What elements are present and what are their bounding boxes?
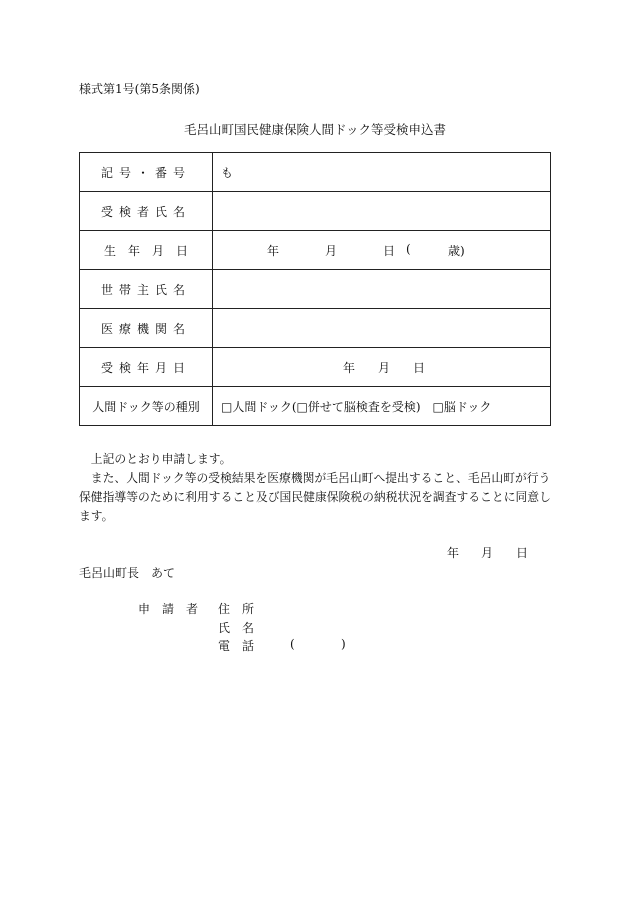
name-label: 氏 名 xyxy=(218,621,255,635)
dock-type-label: 人間ドック等の種別 xyxy=(80,387,213,426)
birth-year-unit: 年 xyxy=(267,244,280,258)
exam-year-unit: 年 xyxy=(343,361,356,375)
table-row xyxy=(80,231,551,270)
table-row xyxy=(80,153,551,192)
householder-name-label: 世帯主氏名 xyxy=(80,270,213,309)
table-row xyxy=(80,387,551,426)
form-id: 様式第1号(第5条関係) xyxy=(79,82,200,96)
record-number-value: も xyxy=(221,165,234,180)
phone-open-paren: ( xyxy=(290,637,295,651)
examinee-name-label: 受検者氏名 xyxy=(80,192,213,231)
exam-date-label: 受検年月日 xyxy=(80,348,213,387)
phone-close-paren: ) xyxy=(341,637,346,651)
record-number-field[interactable] xyxy=(213,153,551,192)
signature-date xyxy=(0,544,630,562)
addressee: 毛呂山町長 あて xyxy=(79,566,176,580)
table-row xyxy=(80,348,551,387)
record-number-label: 記号・番号 xyxy=(80,153,213,192)
table-row xyxy=(80,309,551,348)
application-table xyxy=(79,152,551,426)
exam-day-unit: 日 xyxy=(413,361,426,375)
birth-month-unit: 月 xyxy=(325,244,338,258)
institution-name-field[interactable] xyxy=(213,309,551,348)
age-unit: 歳) xyxy=(448,244,465,258)
statement-line-2: また、人間ドック等の受検結果を医療機関が毛呂山町へ提出すること、毛呂山町が行う保健指導等のために利用すること及び国民健康保険税の納税状況を調査することに同意します。 xyxy=(79,471,551,523)
birth-date-field[interactable] xyxy=(213,231,551,270)
signature-month-unit: 月 xyxy=(481,546,494,560)
birth-date-label: 生 年 月 日 xyxy=(80,231,213,270)
table-row xyxy=(80,192,551,231)
age-open-paren: ( xyxy=(406,242,411,256)
householder-name-field[interactable] xyxy=(213,270,551,309)
dock-type-options[interactable]: □人間ドック(□併せて脳検査を受検) □脳ドック xyxy=(213,387,551,426)
exam-month-unit: 月 xyxy=(378,361,391,375)
signature-year-unit: 年 xyxy=(447,546,460,560)
table-row xyxy=(80,270,551,309)
address-label: 住 所 xyxy=(218,602,255,616)
institution-name-label: 医療機関名 xyxy=(80,309,213,348)
birth-day-unit: 日 xyxy=(383,244,396,258)
statement-line-1: 上記のとおり申請します。 xyxy=(90,452,232,466)
page-title: 毛呂山町国民健康保険人間ドック等受検申込書 xyxy=(183,122,446,137)
examinee-name-field[interactable] xyxy=(213,192,551,231)
phone-label: 電 話 xyxy=(218,639,255,653)
statement xyxy=(79,450,553,526)
signature-day-unit: 日 xyxy=(516,546,529,560)
applicant-label: 申 請 者 xyxy=(138,602,199,616)
exam-date-field[interactable] xyxy=(213,348,551,387)
